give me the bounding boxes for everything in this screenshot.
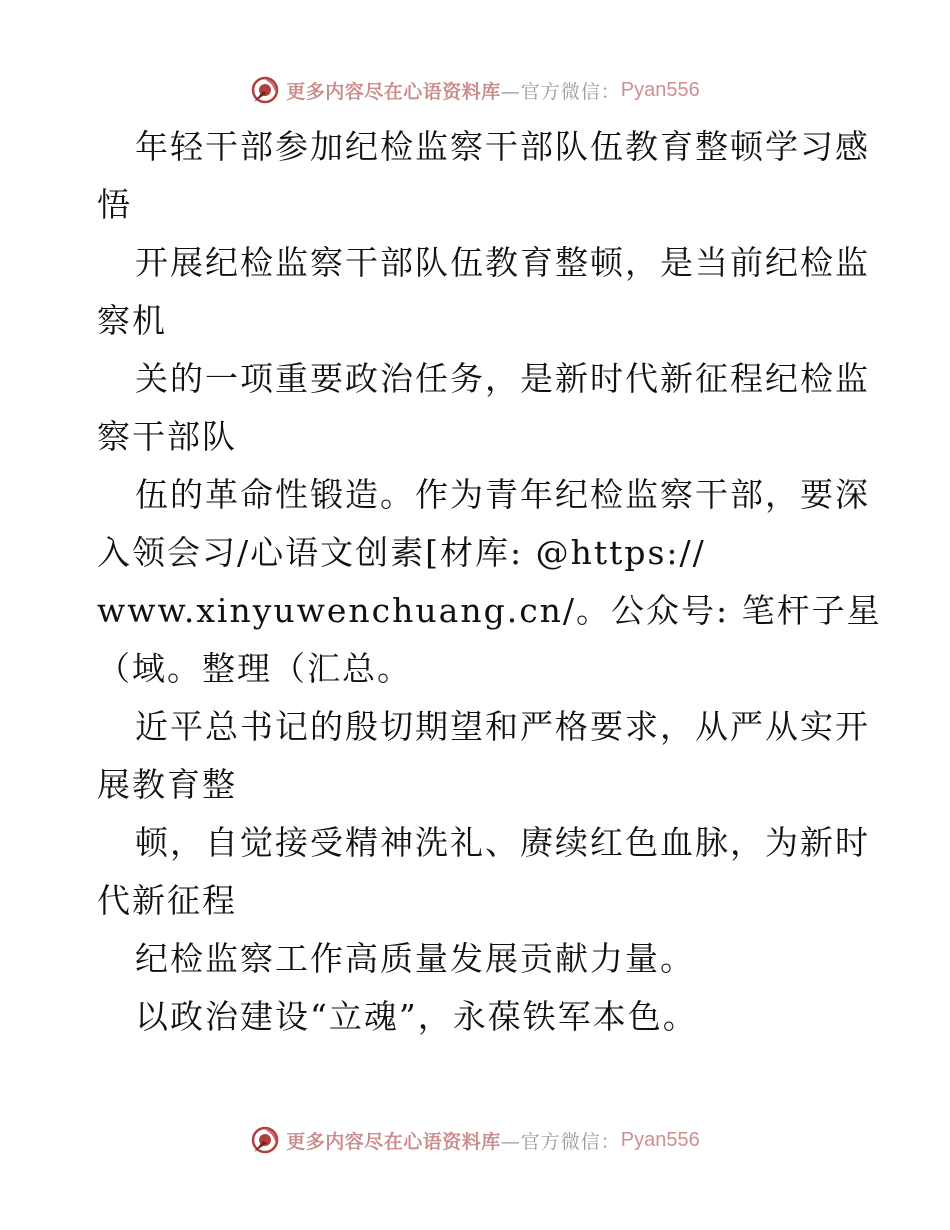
banner-wechat-id: Pyan556 <box>620 78 700 101</box>
paragraph-line: 关的一项重要政治任务，是新时代新征程纪检监 <box>135 359 870 398</box>
paragraph-line: 纪检监察工作高质量发展贡献力量。 <box>135 939 695 978</box>
paragraph-line: 展教育整 <box>97 765 237 804</box>
banner-wechat-label: —官方微信： <box>500 1130 621 1153</box>
paragraph-line: 察干部队 <box>97 417 237 456</box>
banner-site-name: 更多内容尽在心语资料库 <box>286 80 501 103</box>
paragraph-line: 代新征程 <box>97 881 237 920</box>
banner-site-name: 更多内容尽在心语资料库 <box>286 1130 501 1153</box>
paragraph-line: 入领会习/心语文创素[材库: @https:// <box>97 533 706 572</box>
paragraph-line: 伍的革命性锻造。作为青年纪检监察干部，要深 <box>135 475 870 514</box>
paragraph-line: 近平总书记的殷切期望和严格要求，从严从实开 <box>135 707 870 746</box>
document-body <box>97 118 882 1046</box>
banner-text <box>286 77 700 104</box>
section-heading: 以政治建设“立魂”，永葆铁军本色。 <box>135 997 698 1036</box>
paragraph-line: 顿，自觉接受精神洗礼、赓续红色血脉，为新时 <box>135 823 870 862</box>
paragraph-line: 察机 <box>97 301 167 340</box>
title-line-1: 年轻干部参加纪检监察干部队伍教育整顿学习感 <box>135 127 870 166</box>
footer-banner <box>0 1122 950 1158</box>
paragraph-line: （域。整理（汇总。 <box>97 649 412 688</box>
header-banner <box>0 72 950 108</box>
banner-wechat-label: —官方微信： <box>500 80 621 103</box>
paragraph-line: 开展纪检监察干部队伍教育整顿，是当前纪检监 <box>135 243 870 282</box>
pen-logo-icon <box>250 75 280 105</box>
banner-wechat-id: Pyan556 <box>620 1128 700 1151</box>
paragraph-line: www.xinyuwenchuang.cn/。公众号: 笔杆子星 <box>97 591 882 630</box>
title-line-2: 悟 <box>97 185 132 224</box>
pen-logo-icon <box>250 1125 280 1155</box>
banner-text <box>286 1127 700 1154</box>
